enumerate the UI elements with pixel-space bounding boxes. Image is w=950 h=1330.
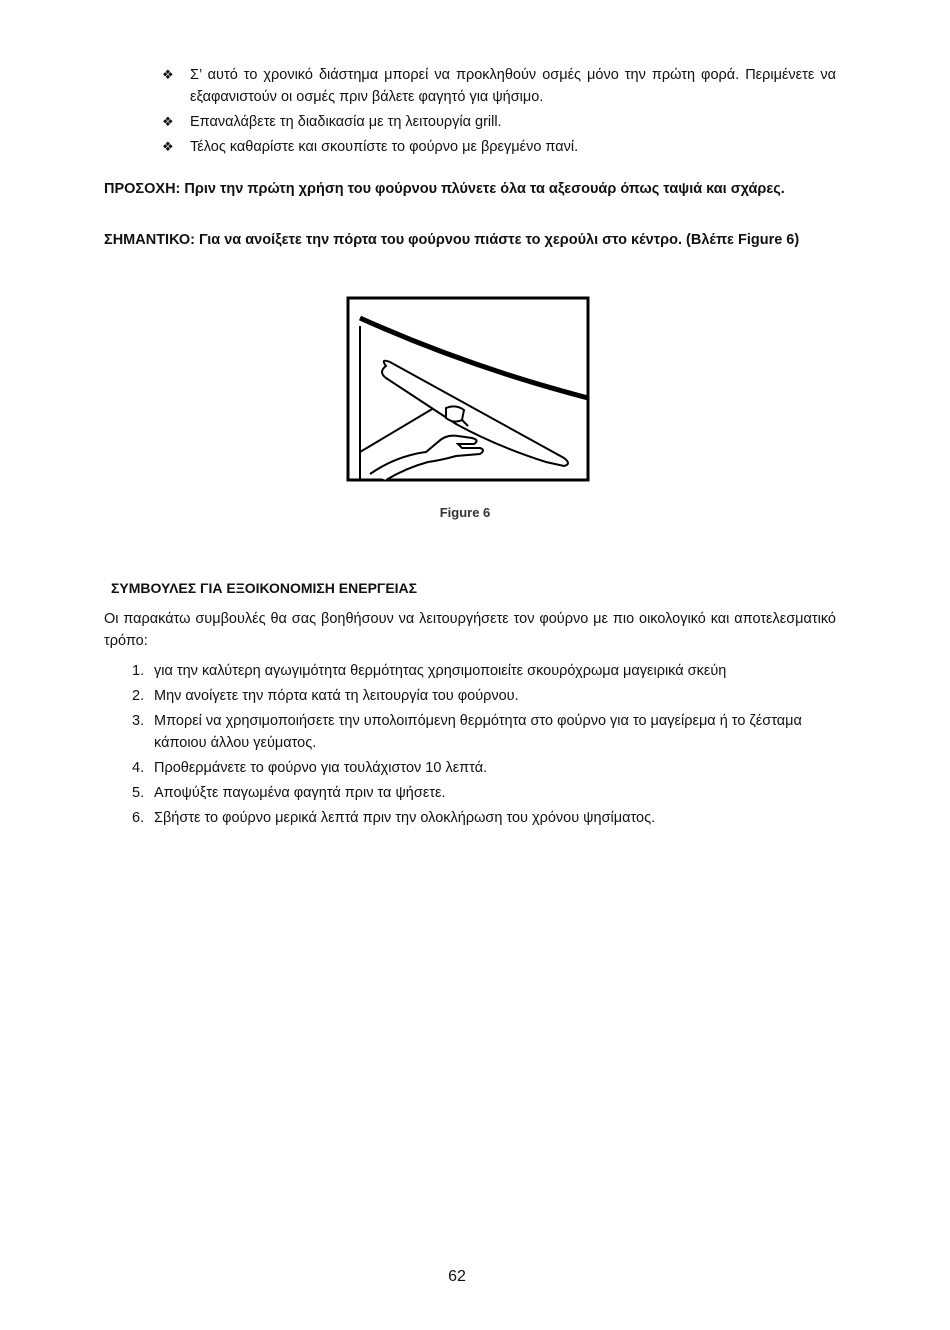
list-item	[132, 757, 836, 779]
energy-intro-text: Οι παρακάτω συμβουλές θα σας βοηθήσουν να λειτουργήσετε τον φούρνο με πιο οικολογικό και αποτελεσματικό τρόπο:	[104, 611, 836, 649]
intro-bullet-list	[162, 64, 836, 161]
list-text: Προθερμάνετε το φούρνο για τουλάχιστον 10 λεπτά.	[154, 760, 488, 776]
list-text: Μην ανοίγετε την πόρτα κατά τη λειτουργία του φούρνου.	[154, 688, 519, 704]
bullet-item	[162, 64, 836, 108]
list-text: Μπορεί να χρησιμοποιήσετε την υπολοιπόμενη θερμότητα στο φούρνο για το μαγείρεμα ή το ζέσταμα κάποιου άλλου γεύματος.	[154, 713, 802, 751]
diamond-bullet-icon: ❖	[162, 67, 174, 82]
list-item	[132, 807, 836, 829]
important-note: ΣΗΜΑΝΤΙΚΟ: Για να ανοίξετε την πόρτα του φούρνου πιάστε το χερούλι στο κέντρο. (Βλέπε Figure 6)	[104, 232, 800, 248]
list-item	[132, 660, 836, 682]
oven-door-illustration	[346, 296, 590, 482]
caution-note: ΠΡΟΣΟΧΗ: Πριν την πρώτη χρήση του φούρνου πλύνετε όλα τα αξεσουάρ όπως ταψιά και σχάρες.	[104, 181, 785, 197]
diamond-bullet-icon: ❖	[162, 139, 174, 154]
list-number: 3.	[132, 713, 145, 729]
list-item	[132, 710, 836, 754]
diamond-bullet-icon: ❖	[162, 114, 174, 129]
list-number: 2.	[132, 688, 145, 704]
list-number: 4.	[132, 760, 145, 776]
bullet-text: Επαναλάβετε τη διαδικασία με τη λειτουργία grill.	[190, 114, 502, 130]
bullet-text: Τέλος καθαρίστε και σκουπίστε το φούρνο με βρεγμένο πανί.	[190, 139, 579, 155]
bullet-item	[162, 136, 836, 158]
list-text: για την καλύτερη αγωγιμότητα θερμότητας χρησιμοποιείτε σκουρόχρωμα μαγειρικά σκεύη	[154, 663, 727, 679]
page-number: 62	[448, 1268, 466, 1285]
list-item	[132, 782, 836, 804]
figure-caption: Figure 6	[439, 505, 491, 520]
energy-saving-heading: ΣΥΜΒΟΥΛΕΣ ΓΙΑ ΕΞΟΙΚΟΝΟΜΙΣΗ ΕΝΕΡΓΕΙΑΣ	[111, 580, 418, 596]
list-number: 1.	[132, 663, 145, 679]
list-number: 6.	[132, 810, 145, 826]
list-text: Σβήστε το φούρνο μερικά λεπτά πριν την ολοκλήρωση του χρόνου ψησίματος.	[154, 810, 656, 826]
list-number: 5.	[132, 785, 145, 801]
bullet-item	[162, 111, 836, 133]
energy-tips-list	[132, 660, 836, 832]
oven-door-handle-figure	[346, 296, 590, 482]
list-text: Αποψύξτε παγωμένα φαγητά πριν τα ψήσετε.	[154, 785, 446, 801]
bullet-text: Σ’ αυτό το χρονικό διάστημα μπορεί να προκληθούν οσμές μόνο την πρώτη φορά. Περιμένετε να εξαφανιστούν οι οσμές πριν βάλετε φαγητό για ψήσιμο.	[190, 67, 836, 105]
list-item	[132, 685, 836, 707]
